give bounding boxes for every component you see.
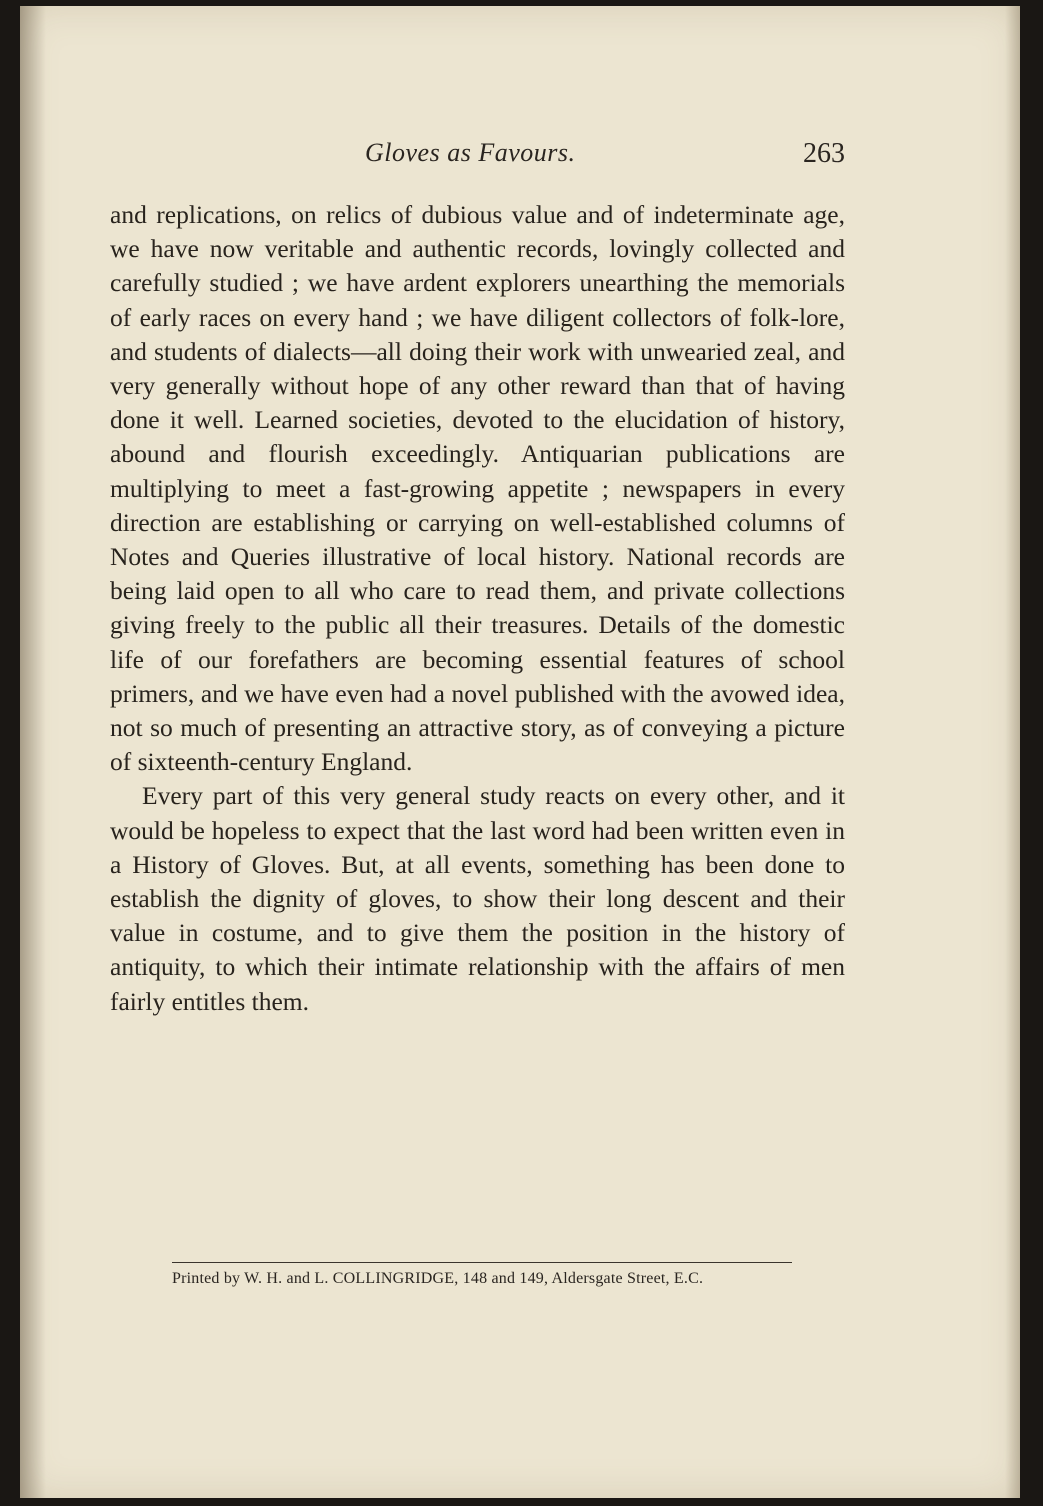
body-text (110, 198, 845, 1019)
page-header (110, 138, 845, 178)
page-edge (1005, 6, 1020, 1498)
footer-rule (172, 1262, 792, 1263)
page-number: 263 (803, 138, 845, 169)
running-title: Gloves as Favours. (365, 138, 576, 167)
paragraph-1: and replications, on relics of dubious value and of indeterminate age, we have now veritable and authentic records, lovingly collected and carefully studied ; we have ardent explorers unearthing the memorials of early races on every hand ; we have diligent collectors of folk-lore, and students of dialects—all doing their work with unwearied zeal, and very generally without hope of any other reward than that of having done it well. Learned societies, devoted to the elucidation of history, abound and flourish exceedingly. Antiquarian publications are multiplying to meet a fast-growing appetite ; newspapers in every direction are establishing or carrying on well-established columns of Notes and Queries illustrative of local history. National records are being laid open to all who care to read them, and private collections giving freely to the public all their treasures. Details of the domestic life of our forefathers are becoming essential features of school primers, and we have even had a novel published with the avowed idea, not so much of presenting an attractive story, as of conveying a picture of sixteenth-century England. (110, 200, 845, 777)
printer-colophon: Printed by W. H. and L. COLLINGRIDGE, 148 and 149, Aldersgate Street, E.C. (172, 1270, 704, 1287)
gutter-shadow (20, 6, 46, 1498)
paragraph-2: Every part of this very general study reacts on every other, and it would be hopeless to expect that the last word had been written even in a History of Gloves. But, at all events, something has been done to establish the dignity of gloves, to show their long descent and their value in costume, and to give them the position in the history of antiquity, to which their intimate relationship with the affairs of men fairly entitles them. (110, 781, 845, 1016)
